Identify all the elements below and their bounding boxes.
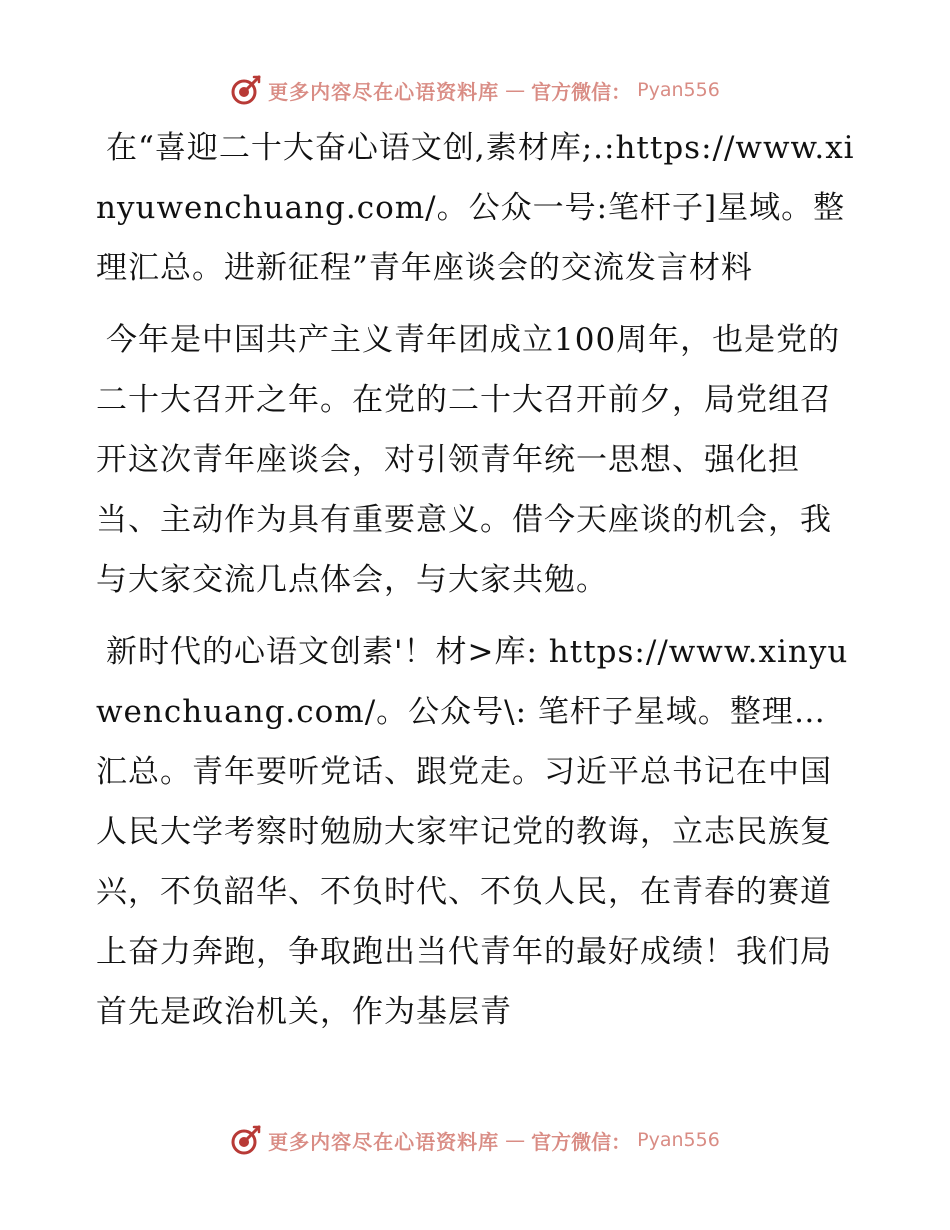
paragraph-intro: 今年是中国共产主义青年团成立100周年，也是党的二十大召开之年。在党的二十大召开前夕，局党组召开这次青年座谈会，对引领青年统一思想、强化担当、主动作为具有重要意义。借今天座谈的机会，我与大家交流几点体会，与大家共勉。 bbox=[96, 322, 841, 598]
brand-logo-icon bbox=[230, 74, 262, 106]
brand-logo-icon bbox=[230, 1124, 262, 1156]
watermark-separator: — bbox=[505, 1128, 526, 1152]
watermark-main-text: 更多内容尽在心语资料库 bbox=[268, 1129, 500, 1154]
watermark-main-text: 更多内容尽在心语资料库 bbox=[268, 79, 500, 104]
watermark-official-label: 官方微信： bbox=[531, 1129, 632, 1154]
watermark-official-label: 官方微信： bbox=[531, 79, 632, 104]
footer-watermark bbox=[0, 1120, 950, 1160]
paragraph-title: 在“喜迎二十大奋心语文创,素材库;.:https://www.xinyuwenchuang.com/。公众一号:笔杆子]星域。整理汇总。进新征程”青年座谈会的交流发言材料 bbox=[96, 130, 855, 286]
header-watermark bbox=[0, 70, 950, 110]
watermark-handle: Pyan556 bbox=[637, 79, 720, 101]
watermark-separator: — bbox=[505, 78, 526, 102]
document-body bbox=[96, 118, 856, 1042]
paragraph-section-one: 新时代的心语文创素'！材>库: https://www.xinyuwenchuang.com/。公众号\: 笔杆子星域。整理…汇总。青年要听党话、跟党走。习近平总书记在中国人民大学考察时勉励大家牢记党的教诲，立志民族复兴，不负韶华、不负时代、不负人民，在青春的赛道上奋力奔跑，争取跑出当代青年的最好成绩！我们局首先是政治机关，作为基层青 bbox=[96, 634, 849, 1030]
watermark-handle: Pyan556 bbox=[637, 1129, 720, 1151]
